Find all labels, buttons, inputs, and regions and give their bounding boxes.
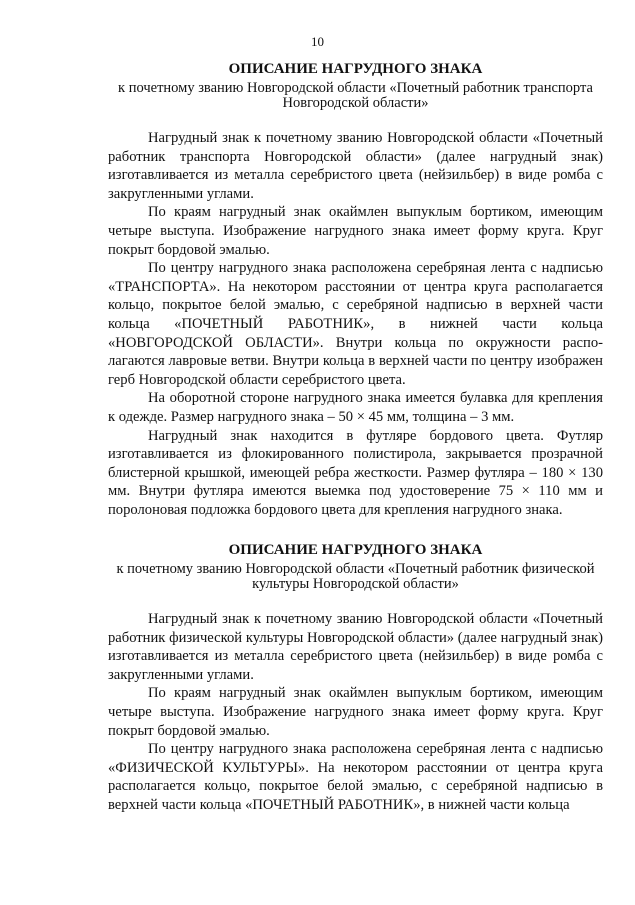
section-transport-badge — [108, 61, 603, 519]
section-body — [108, 610, 603, 815]
page-number: 10 — [311, 34, 324, 49]
section-subheading: к почетному званию Новгородской области «Почетный работник транспорта Новгородской области» — [118, 80, 593, 111]
paragraph: Нагрудный знак к почетному званию Новгородской области «Почетный работник транспорта Новгородской области» (далее нагрудный знак) изготавливается из металла серебристого цвета (нейзильбер) в виде ромба с закругленными углами. — [108, 130, 603, 202]
section-subheading: к почетному званию Новгородской области «Почетный работник физической культуры Новгородской области» — [116, 561, 595, 592]
paragraph: По краям нагрудный знак окаймлен выпуклым бортиком, имеющим четыре выступа. Изображение нагрудного знака имеет форму круга. Круг покрыт бордовой эмалью. — [108, 685, 603, 739]
paragraph: По краям нагрудный знак окаймлен выпуклым бортиком, имеющим четыре выступа. Изображение нагрудного знака имеет форму круга. Круг покрыт бордовой эмалью. — [108, 204, 603, 258]
paragraph: По центру нагрудного знака расположена серебряная лента с надписью «ФИЗИЧЕСКОЙ КУЛЬТУРЫ». На некотором расстоянии от центра круга располагается кольцо, покрытое белой эмалью, с серебряной надписью в верхней части кольца «ПОЧЕТНЫЙ РАБОТНИК», в нижней части кольца — [108, 741, 603, 813]
paragraph: Нагрудный знак к почетному званию Новгородской области «Почетный работник физической культуры Новгородской области» (далее нагрудный знак) изготавливается из металла серебристого цвета (нейзильбер) в виде ромба с закругленными углами. — [108, 611, 603, 683]
paragraph: По центру нагрудного знака расположена серебряная лента с надписью «ТРАНСПОРТА». На некотором расстоянии от центра круга располагается кольцо, покрытое белой эмалью, с серебряной надписью в верхней части кольца «ПОЧЕТНЫЙ РАБОТНИК», в нижней части кольца «НОВГОРОДСКОЙ ОБЛАСТИ». Внутри кольца по окружности распо-лагаются лавровые ветви. Внутри кольца в верхней части по центру изображен герб Новгородской области серебристого цвета. — [108, 260, 603, 388]
section-physical-culture-badge — [108, 542, 603, 815]
paragraph: На оборотной стороне нагрудного знака имеется булавка для крепления к одежде. Размер нагрудного знака – 50 × 45 мм, толщина – 3 мм. — [108, 390, 603, 425]
paragraph: Нагрудный знак находится в футляре бордового цвета. Футляр изготавливается из флокированного полистирола, закрывается прозрачной блистерной крышкой, имеющей ребра жесткости. Размер футляра – 180 × 130 мм. Внутри футляра имеются выемка под удостоверение 75 × 110 мм и поролоновая подложка бордового цвета для крепления нагрудного знака. — [108, 427, 603, 518]
section-heading: ОПИСАНИЕ НАГРУДНОГО ЗНАКА — [228, 542, 483, 558]
section-heading: ОПИСАНИЕ НАГРУДНОГО ЗНАКА — [228, 61, 483, 77]
section-body — [108, 129, 603, 519]
